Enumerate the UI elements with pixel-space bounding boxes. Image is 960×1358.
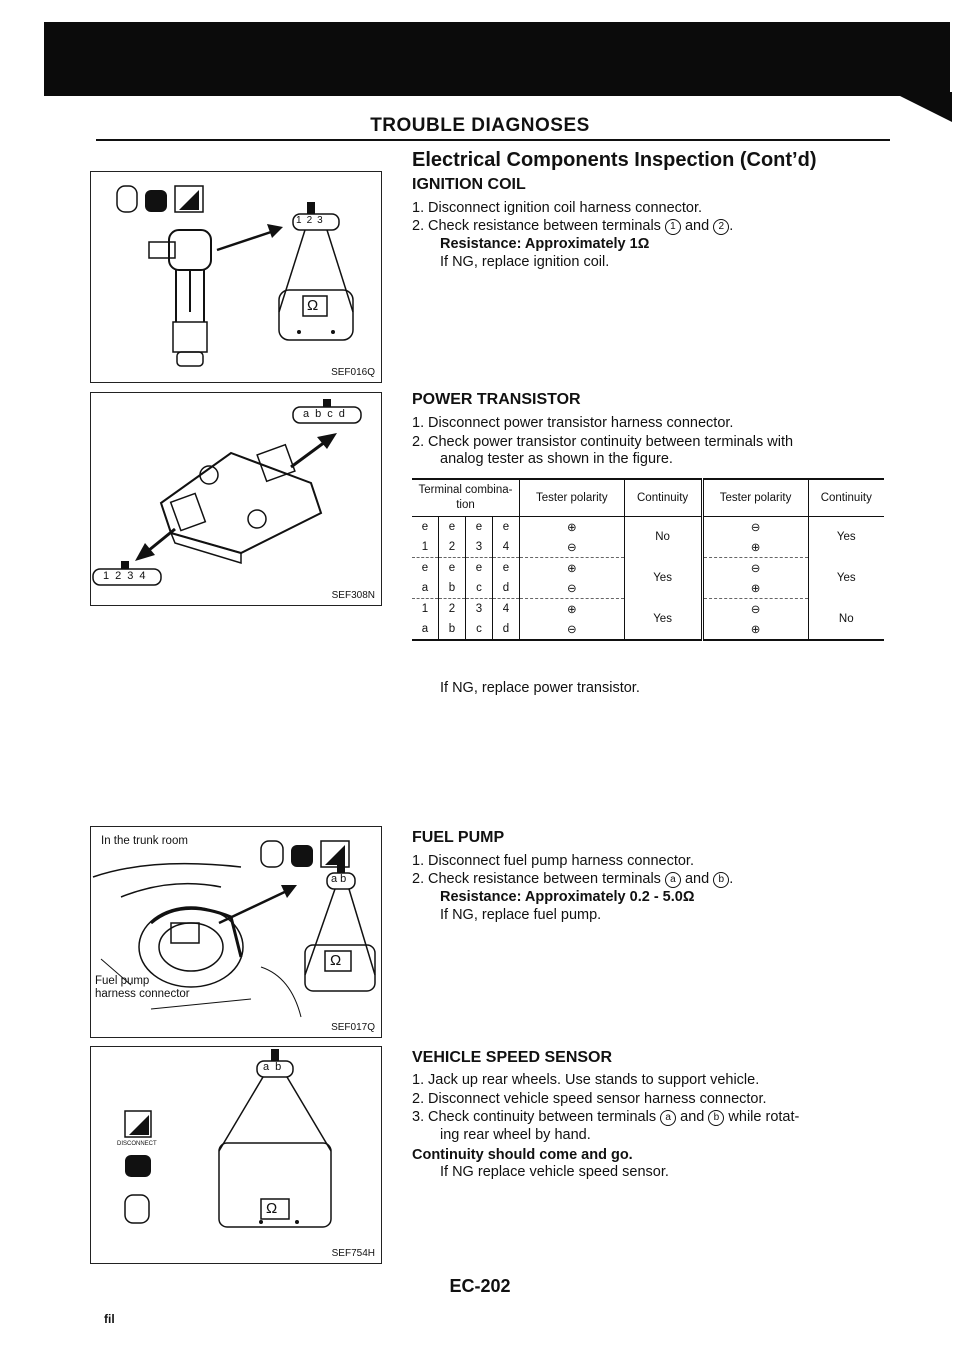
ignition-coil-figure bbox=[90, 171, 382, 383]
table-row: e e e e ⊕ No ⊖ Yes bbox=[412, 517, 884, 538]
header-bar bbox=[44, 22, 950, 96]
fuel-step-2: 2. Check resistance between terminals a and b . bbox=[412, 871, 734, 887]
fuel-pump-heading: FUEL PUMP bbox=[412, 829, 505, 846]
terminal-b-badge: b bbox=[708, 1110, 724, 1126]
terminals-ab: ab bbox=[331, 873, 350, 885]
col-polarity-1: Tester polarity bbox=[520, 479, 625, 517]
title-rule bbox=[96, 139, 890, 141]
power-ng: If NG, replace power transistor. bbox=[440, 680, 640, 696]
table-row: a b c d ⊖ ⊕ bbox=[412, 578, 884, 599]
disconnect-label: DISCONNECT bbox=[289, 835, 329, 841]
col-continuity-1: Continuity bbox=[624, 479, 702, 517]
vss-step-1: 1. Jack up rear wheels. Use stands to support vehicle. bbox=[412, 1072, 760, 1088]
ohm-meter-icon: Ω bbox=[330, 952, 342, 969]
fuel-pump-label: Fuel pump bbox=[95, 975, 150, 987]
ignition-step-2: 2. Check resistance between terminals 1 and 2 . bbox=[412, 218, 734, 234]
terminal-2-badge: 2 bbox=[713, 219, 729, 235]
terminal-a-badge: a bbox=[660, 1110, 676, 1126]
power-step-2: 2. Check power transistor continuity between terminals with bbox=[412, 434, 794, 450]
section-heading: Electrical Components Inspection (Cont’d) bbox=[412, 149, 817, 171]
terminals-1234: 1234 bbox=[103, 570, 152, 582]
table-row: 1 2 3 4 ⊕ Yes ⊖ No bbox=[412, 599, 884, 620]
terminal-1-badge: 1 bbox=[665, 219, 681, 235]
corner-mark: fil bbox=[104, 1312, 115, 1326]
ignition-step-1: 1. Disconnect ignition coil harness connector. bbox=[412, 200, 703, 216]
harness-connector-label: harness connector bbox=[95, 988, 190, 1000]
ignition-ng: If NG, replace ignition coil. bbox=[440, 254, 610, 270]
terminal-a-badge: a bbox=[665, 872, 681, 888]
vss-figure bbox=[90, 1046, 382, 1264]
vss-ng: If NG replace vehicle speed sensor. bbox=[440, 1164, 669, 1180]
power-transistor-figure bbox=[90, 392, 382, 606]
vss-step-2: 2. Disconnect vehicle speed sensor harness connector. bbox=[412, 1091, 767, 1107]
fuel-pump-figure bbox=[90, 826, 382, 1038]
vss-step-3-cont: ing rear wheel by hand. bbox=[440, 1127, 591, 1143]
terminal-b-badge: b bbox=[713, 872, 729, 888]
fuel-resistance: Resistance: Approximately 0.2 - 5.0Ω bbox=[440, 889, 695, 905]
table-row: a b c d ⊖ ⊕ bbox=[412, 619, 884, 640]
disconnect-label: DISCONNECT bbox=[145, 180, 185, 186]
terminals-ab: ab bbox=[263, 1061, 288, 1073]
vss-continuity: Continuity should come and go. bbox=[412, 1147, 633, 1163]
vss-step-3: 3. Check continuity between terminals a and b while rotat- bbox=[412, 1109, 800, 1125]
continuity-table bbox=[412, 478, 884, 641]
trunk-room-label: In the trunk room bbox=[101, 835, 188, 847]
vss-heading: VEHICLE SPEED SENSOR bbox=[412, 1049, 613, 1066]
fuel-ng: If NG, replace fuel pump. bbox=[440, 907, 602, 923]
table-row: e e e e ⊕ Yes ⊖ Yes bbox=[412, 558, 884, 579]
ohm-meter-icon: Ω bbox=[307, 297, 319, 314]
ohm-meter-icon: Ω bbox=[266, 1200, 278, 1217]
figure-id: SEF754H bbox=[331, 1248, 375, 1259]
col-terminal: Terminal combina-tion bbox=[412, 479, 520, 517]
terminals-abcd: abcd bbox=[303, 408, 351, 420]
fuel-step-1: 1. Disconnect fuel pump harness connector. bbox=[412, 853, 694, 869]
power-transistor-heading: POWER TRANSISTOR bbox=[412, 391, 581, 408]
figure-id: SEF017Q bbox=[331, 1022, 375, 1033]
connector-terminals: 123 bbox=[296, 215, 328, 226]
ignition-coil-heading: IGNITION COIL bbox=[412, 176, 526, 193]
page-title: TROUBLE DIAGNOSES bbox=[370, 115, 590, 136]
col-continuity-2: Continuity bbox=[808, 479, 884, 517]
ignition-resistance: Resistance: Approximately 1Ω bbox=[440, 236, 650, 252]
disconnect-label: DISCONNECT bbox=[117, 1141, 157, 1147]
col-polarity-2: Tester polarity bbox=[702, 479, 808, 517]
page-number: EC-202 bbox=[449, 1276, 511, 1296]
figure-id: SEF308N bbox=[331, 590, 375, 601]
power-step-1: 1. Disconnect power transistor harness connector. bbox=[412, 415, 734, 431]
power-step-2-cont: analog tester as shown in the figure. bbox=[440, 451, 673, 467]
figure-id: SEF016Q bbox=[331, 367, 375, 378]
table-row: 1 2 3 4 ⊖ ⊕ bbox=[412, 537, 884, 558]
